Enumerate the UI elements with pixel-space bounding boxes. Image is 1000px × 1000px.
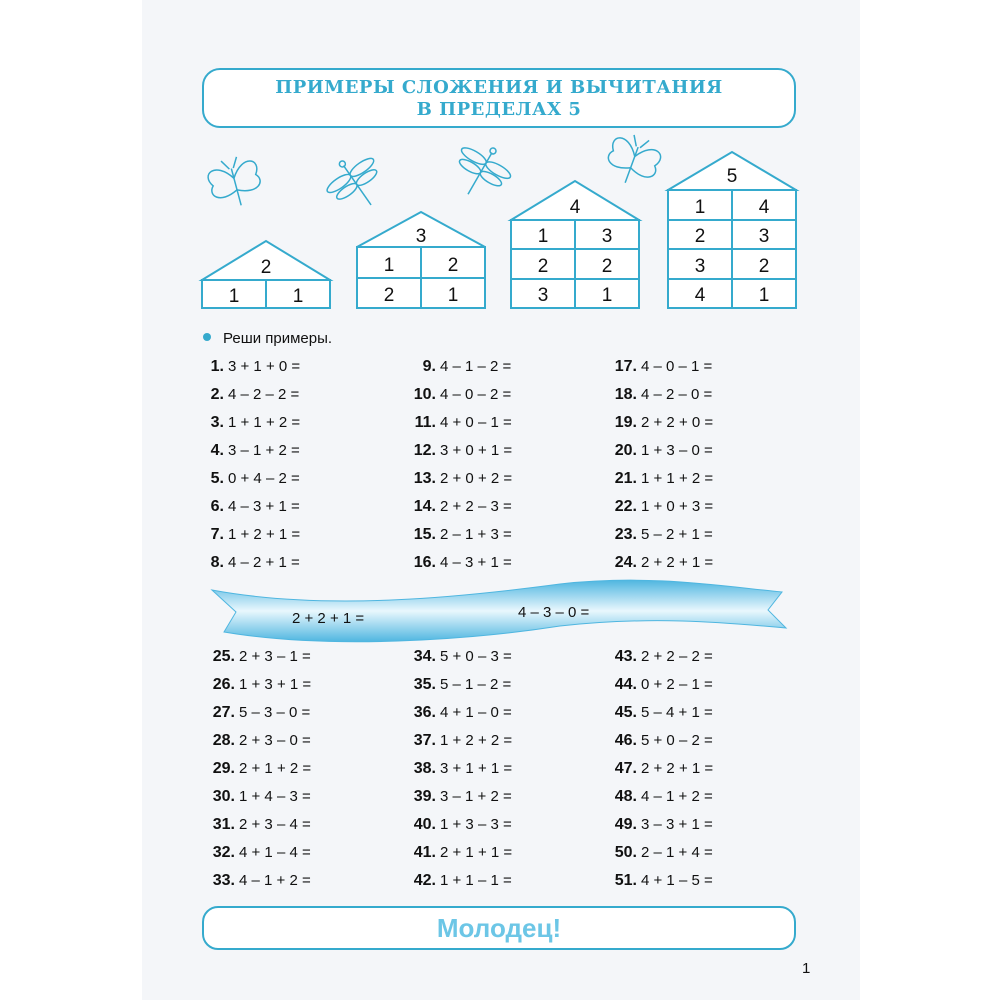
exercise-expression: 1 + 0 + 3 = bbox=[641, 498, 714, 515]
exercise-item bbox=[202, 554, 300, 572]
exercise-item bbox=[604, 526, 713, 544]
exercise-expression: 4 – 1 + 2 = bbox=[239, 872, 311, 889]
exercise-number: 34. bbox=[413, 648, 436, 665]
house-4-cell: 3 bbox=[537, 285, 549, 306]
exercise-number: 43. bbox=[614, 648, 637, 665]
exercise-expression: 4 – 0 – 2 = bbox=[440, 386, 512, 403]
exercise-number: 8. bbox=[210, 554, 224, 571]
exercise-item bbox=[404, 704, 512, 722]
exercise-expression: 2 + 2 – 3 = bbox=[440, 498, 512, 515]
house-2-top: 2 bbox=[260, 257, 272, 278]
exercise-number: 3. bbox=[210, 414, 224, 431]
exercise-number: 45. bbox=[614, 704, 637, 721]
exercise-number: 4. bbox=[210, 442, 224, 459]
exercise-item bbox=[404, 816, 512, 834]
house-4-cell: 1 bbox=[601, 285, 613, 306]
exercise-expression: 2 – 1 + 4 = bbox=[641, 844, 713, 861]
exercise-item bbox=[404, 844, 512, 862]
exercise-number: 24. bbox=[614, 554, 637, 571]
exercise-expression: 0 + 2 – 1 = bbox=[641, 676, 713, 693]
exercise-item bbox=[404, 676, 511, 694]
exercise-expression: 3 – 1 + 2 = bbox=[440, 788, 512, 805]
exercise-number: 1. bbox=[210, 358, 224, 375]
exercise-item bbox=[202, 386, 299, 404]
exercise-expression: 1 + 4 – 3 = bbox=[239, 788, 311, 805]
exercise-number: 39. bbox=[413, 788, 436, 805]
exercise-item bbox=[404, 788, 512, 806]
bravo-box bbox=[202, 906, 796, 950]
exercise-number: 44. bbox=[614, 676, 637, 693]
exercise-number: 30. bbox=[212, 788, 235, 805]
exercise-number: 15. bbox=[413, 526, 436, 543]
exercise-expression: 4 – 1 – 2 = bbox=[440, 358, 512, 375]
exercise-expression: 2 + 3 – 4 = bbox=[239, 816, 311, 833]
exercise-item bbox=[202, 498, 300, 516]
exercise-item bbox=[202, 526, 300, 544]
exercise-number: 38. bbox=[413, 760, 436, 777]
exercise-number: 13. bbox=[413, 470, 436, 487]
house-5-cell: 1 bbox=[758, 285, 770, 306]
exercise-number: 21. bbox=[614, 470, 637, 487]
exercise-expression: 4 – 2 – 0 = bbox=[641, 386, 713, 403]
exercise-number: 6. bbox=[210, 498, 224, 515]
exercise-item bbox=[604, 648, 713, 666]
instruction bbox=[203, 330, 332, 347]
exercise-item bbox=[202, 470, 300, 488]
exercise-expression: 2 + 2 + 0 = bbox=[641, 414, 714, 431]
exercise-number: 12. bbox=[413, 442, 436, 459]
exercise-expression: 4 – 3 + 1 = bbox=[440, 554, 512, 571]
exercise-item bbox=[202, 788, 311, 806]
exercise-item bbox=[604, 554, 713, 572]
exercise-expression: 2 + 3 – 1 = bbox=[239, 648, 311, 665]
house-4-cell: 2 bbox=[537, 256, 549, 277]
exercise-item bbox=[404, 442, 512, 460]
exercise-expression: 4 + 0 – 1 = bbox=[440, 414, 512, 431]
title-line-2: В ПРЕДЕЛАХ 5 bbox=[416, 99, 582, 120]
exercise-number: 42. bbox=[413, 872, 436, 889]
exercise-expression: 1 + 2 + 2 = bbox=[440, 732, 513, 749]
ribbon-example-left: 2 + 2 + 1 = bbox=[292, 610, 365, 627]
exercise-expression: 5 – 3 – 0 = bbox=[239, 704, 311, 721]
exercise-item bbox=[202, 732, 311, 750]
title-line-1: ПРИМЕРЫ СЛОЖЕНИЯ И ВЫЧИТАНИЯ bbox=[275, 77, 723, 98]
exercise-number: 35. bbox=[413, 676, 436, 693]
exercise-number: 25. bbox=[212, 648, 235, 665]
exercise-expression: 4 – 3 + 1 = bbox=[228, 498, 300, 515]
exercise-expression: 0 + 4 – 2 = bbox=[228, 470, 300, 487]
exercise-number: 5. bbox=[210, 470, 224, 487]
exercise-item bbox=[404, 760, 512, 778]
exercise-number: 18. bbox=[614, 386, 637, 403]
exercise-expression: 5 – 2 + 1 = bbox=[641, 526, 713, 543]
exercise-number: 31. bbox=[212, 816, 235, 833]
bravo-text: Молодец! bbox=[436, 913, 562, 943]
house-2-cell: 1 bbox=[292, 286, 304, 307]
exercise-item bbox=[604, 358, 712, 376]
exercise-number: 26. bbox=[212, 676, 235, 693]
exercise-item bbox=[404, 554, 512, 572]
exercise-item bbox=[202, 844, 311, 862]
exercise-number: 36. bbox=[413, 704, 436, 721]
dragonfly-icon bbox=[444, 134, 519, 208]
exercise-item bbox=[604, 760, 713, 778]
exercise-number: 51. bbox=[614, 872, 637, 889]
house-5-cell: 3 bbox=[694, 256, 706, 277]
exercise-item bbox=[404, 498, 512, 516]
exercise-number: 27. bbox=[212, 704, 235, 721]
exercise-expression: 1 + 3 – 3 = bbox=[440, 816, 512, 833]
exercise-item bbox=[202, 414, 300, 432]
exercise-item bbox=[202, 358, 300, 376]
exercise-number: 32. bbox=[212, 844, 235, 861]
butterfly-icon bbox=[602, 129, 665, 191]
exercise-number: 10. bbox=[413, 386, 436, 403]
house-4-cell: 2 bbox=[601, 256, 613, 277]
exercise-item bbox=[404, 470, 512, 488]
dragonfly-icon bbox=[318, 145, 394, 221]
exercise-item bbox=[404, 648, 512, 666]
exercise-expression: 4 + 1 – 5 = bbox=[641, 872, 713, 889]
exercise-expression: 4 – 1 + 2 = bbox=[641, 788, 713, 805]
ribbon-example-right: 4 – 3 – 0 = bbox=[518, 604, 590, 621]
exercise-expression: 3 + 1 + 0 = bbox=[228, 358, 301, 375]
exercise-expression: 5 + 0 – 2 = bbox=[641, 732, 713, 749]
house-5-cell: 1 bbox=[694, 197, 706, 218]
house-5-cell: 4 bbox=[758, 197, 770, 218]
exercise-number: 22. bbox=[614, 498, 637, 515]
exercise-item bbox=[404, 414, 512, 432]
exercise-number: 33. bbox=[212, 872, 235, 889]
exercise-number: 20. bbox=[614, 442, 637, 459]
exercise-expression: 1 + 3 + 1 = bbox=[239, 676, 312, 693]
exercise-item bbox=[404, 526, 512, 544]
exercise-item bbox=[604, 704, 713, 722]
exercise-number: 16. bbox=[413, 554, 436, 571]
exercise-expression: 2 + 2 + 1 = bbox=[641, 760, 714, 777]
exercise-expression: 1 + 1 + 2 = bbox=[641, 470, 714, 487]
exercise-number: 48. bbox=[614, 788, 637, 805]
exercise-expression: 4 + 1 – 0 = bbox=[440, 704, 512, 721]
house-4-cell: 3 bbox=[601, 226, 613, 247]
house-5-cell: 2 bbox=[694, 226, 706, 247]
exercise-item bbox=[202, 872, 311, 890]
exercise-expression: 1 + 3 – 0 = bbox=[641, 442, 713, 459]
exercise-expression: 1 + 1 – 1 = bbox=[440, 872, 512, 889]
exercise-item bbox=[202, 760, 311, 778]
exercise-expression: 3 + 1 + 1 = bbox=[440, 760, 513, 777]
exercise-expression: 3 – 3 + 1 = bbox=[641, 816, 713, 833]
exercise-number: 11. bbox=[414, 414, 436, 431]
exercise-item bbox=[202, 816, 311, 834]
page-number: 1 bbox=[802, 960, 811, 977]
exercise-expression: 2 + 2 + 1 = bbox=[641, 554, 714, 571]
exercise-expression: 4 – 0 – 1 = bbox=[641, 358, 713, 375]
exercise-item bbox=[604, 788, 713, 806]
exercise-item bbox=[604, 442, 713, 460]
exercise-expression: 3 – 1 + 2 = bbox=[228, 442, 300, 459]
exercise-item bbox=[202, 442, 300, 460]
exercise-number: 14. bbox=[413, 498, 436, 515]
exercise-expression: 2 – 1 + 3 = bbox=[440, 526, 512, 543]
exercise-expression: 2 + 2 – 2 = bbox=[641, 648, 713, 665]
exercise-expression: 2 + 0 + 2 = bbox=[440, 470, 513, 487]
exercise-item bbox=[604, 414, 713, 432]
house-2-cell: 1 bbox=[228, 286, 240, 307]
exercise-expression: 4 + 1 – 4 = bbox=[239, 844, 311, 861]
exercise-number: 29. bbox=[212, 760, 235, 777]
exercise-number: 41. bbox=[413, 844, 436, 861]
exercise-number: 2. bbox=[210, 386, 224, 403]
house-5-top: 5 bbox=[726, 166, 738, 187]
house-5-cell: 3 bbox=[758, 226, 770, 247]
exercise-item bbox=[404, 732, 512, 750]
exercise-number: 37. bbox=[413, 732, 436, 749]
exercise-item bbox=[604, 844, 713, 862]
exercise-expression: 2 + 1 + 2 = bbox=[239, 760, 312, 777]
exercise-expression: 1 + 2 + 1 = bbox=[228, 526, 301, 543]
exercise-number: 9. bbox=[422, 358, 436, 375]
exercise-expression: 2 + 3 – 0 = bbox=[239, 732, 311, 749]
exercise-item bbox=[604, 676, 713, 694]
exercise-number: 17. bbox=[614, 358, 637, 375]
exercise-expression: 1 + 1 + 2 = bbox=[228, 414, 301, 431]
exercise-item bbox=[604, 872, 713, 890]
exercise-item bbox=[604, 816, 713, 834]
exercise-item bbox=[604, 470, 713, 488]
house-5-cell: 4 bbox=[694, 285, 706, 306]
bullet-icon bbox=[203, 333, 211, 341]
exercise-number: 46. bbox=[614, 732, 637, 749]
exercise-item bbox=[404, 358, 511, 376]
exercise-expression: 5 – 1 – 2 = bbox=[440, 676, 512, 693]
exercise-item bbox=[604, 732, 713, 750]
house-3-cell: 1 bbox=[383, 255, 395, 276]
exercise-expression: 2 + 1 + 1 = bbox=[440, 844, 513, 861]
instruction-text: Реши примеры. bbox=[223, 330, 333, 347]
house-3-cell: 2 bbox=[383, 285, 395, 306]
exercise-item bbox=[202, 648, 311, 666]
exercise-number: 47. bbox=[614, 760, 637, 777]
exercise-number: 7. bbox=[210, 526, 224, 543]
exercise-expression: 5 – 4 + 1 = bbox=[641, 704, 713, 721]
exercise-number: 49. bbox=[614, 816, 637, 833]
exercise-item bbox=[604, 498, 713, 516]
house-3-top: 3 bbox=[415, 226, 427, 247]
house-5-cell: 2 bbox=[758, 256, 770, 277]
butterfly-icon bbox=[205, 153, 266, 212]
exercise-item bbox=[404, 872, 512, 890]
exercise-number: 50. bbox=[614, 844, 637, 861]
exercise-number: 19. bbox=[614, 414, 637, 431]
exercise-item bbox=[202, 676, 311, 694]
exercise-expression: 5 + 0 – 3 = bbox=[440, 648, 512, 665]
house-4-top: 4 bbox=[569, 197, 581, 218]
house-4-cell: 1 bbox=[537, 226, 549, 247]
exercise-number: 40. bbox=[413, 816, 436, 833]
exercise-number: 23. bbox=[614, 526, 637, 543]
exercise-item bbox=[202, 704, 310, 722]
exercise-item bbox=[404, 386, 511, 404]
exercise-expression: 4 – 2 + 1 = bbox=[228, 554, 300, 571]
house-3-cell: 1 bbox=[447, 285, 459, 306]
exercise-number: 28. bbox=[212, 732, 235, 749]
house-3-cell: 2 bbox=[447, 255, 459, 276]
exercise-expression: 4 – 2 – 2 = bbox=[228, 386, 300, 403]
exercise-expression: 3 + 0 + 1 = bbox=[440, 442, 513, 459]
exercise-item bbox=[604, 386, 712, 404]
